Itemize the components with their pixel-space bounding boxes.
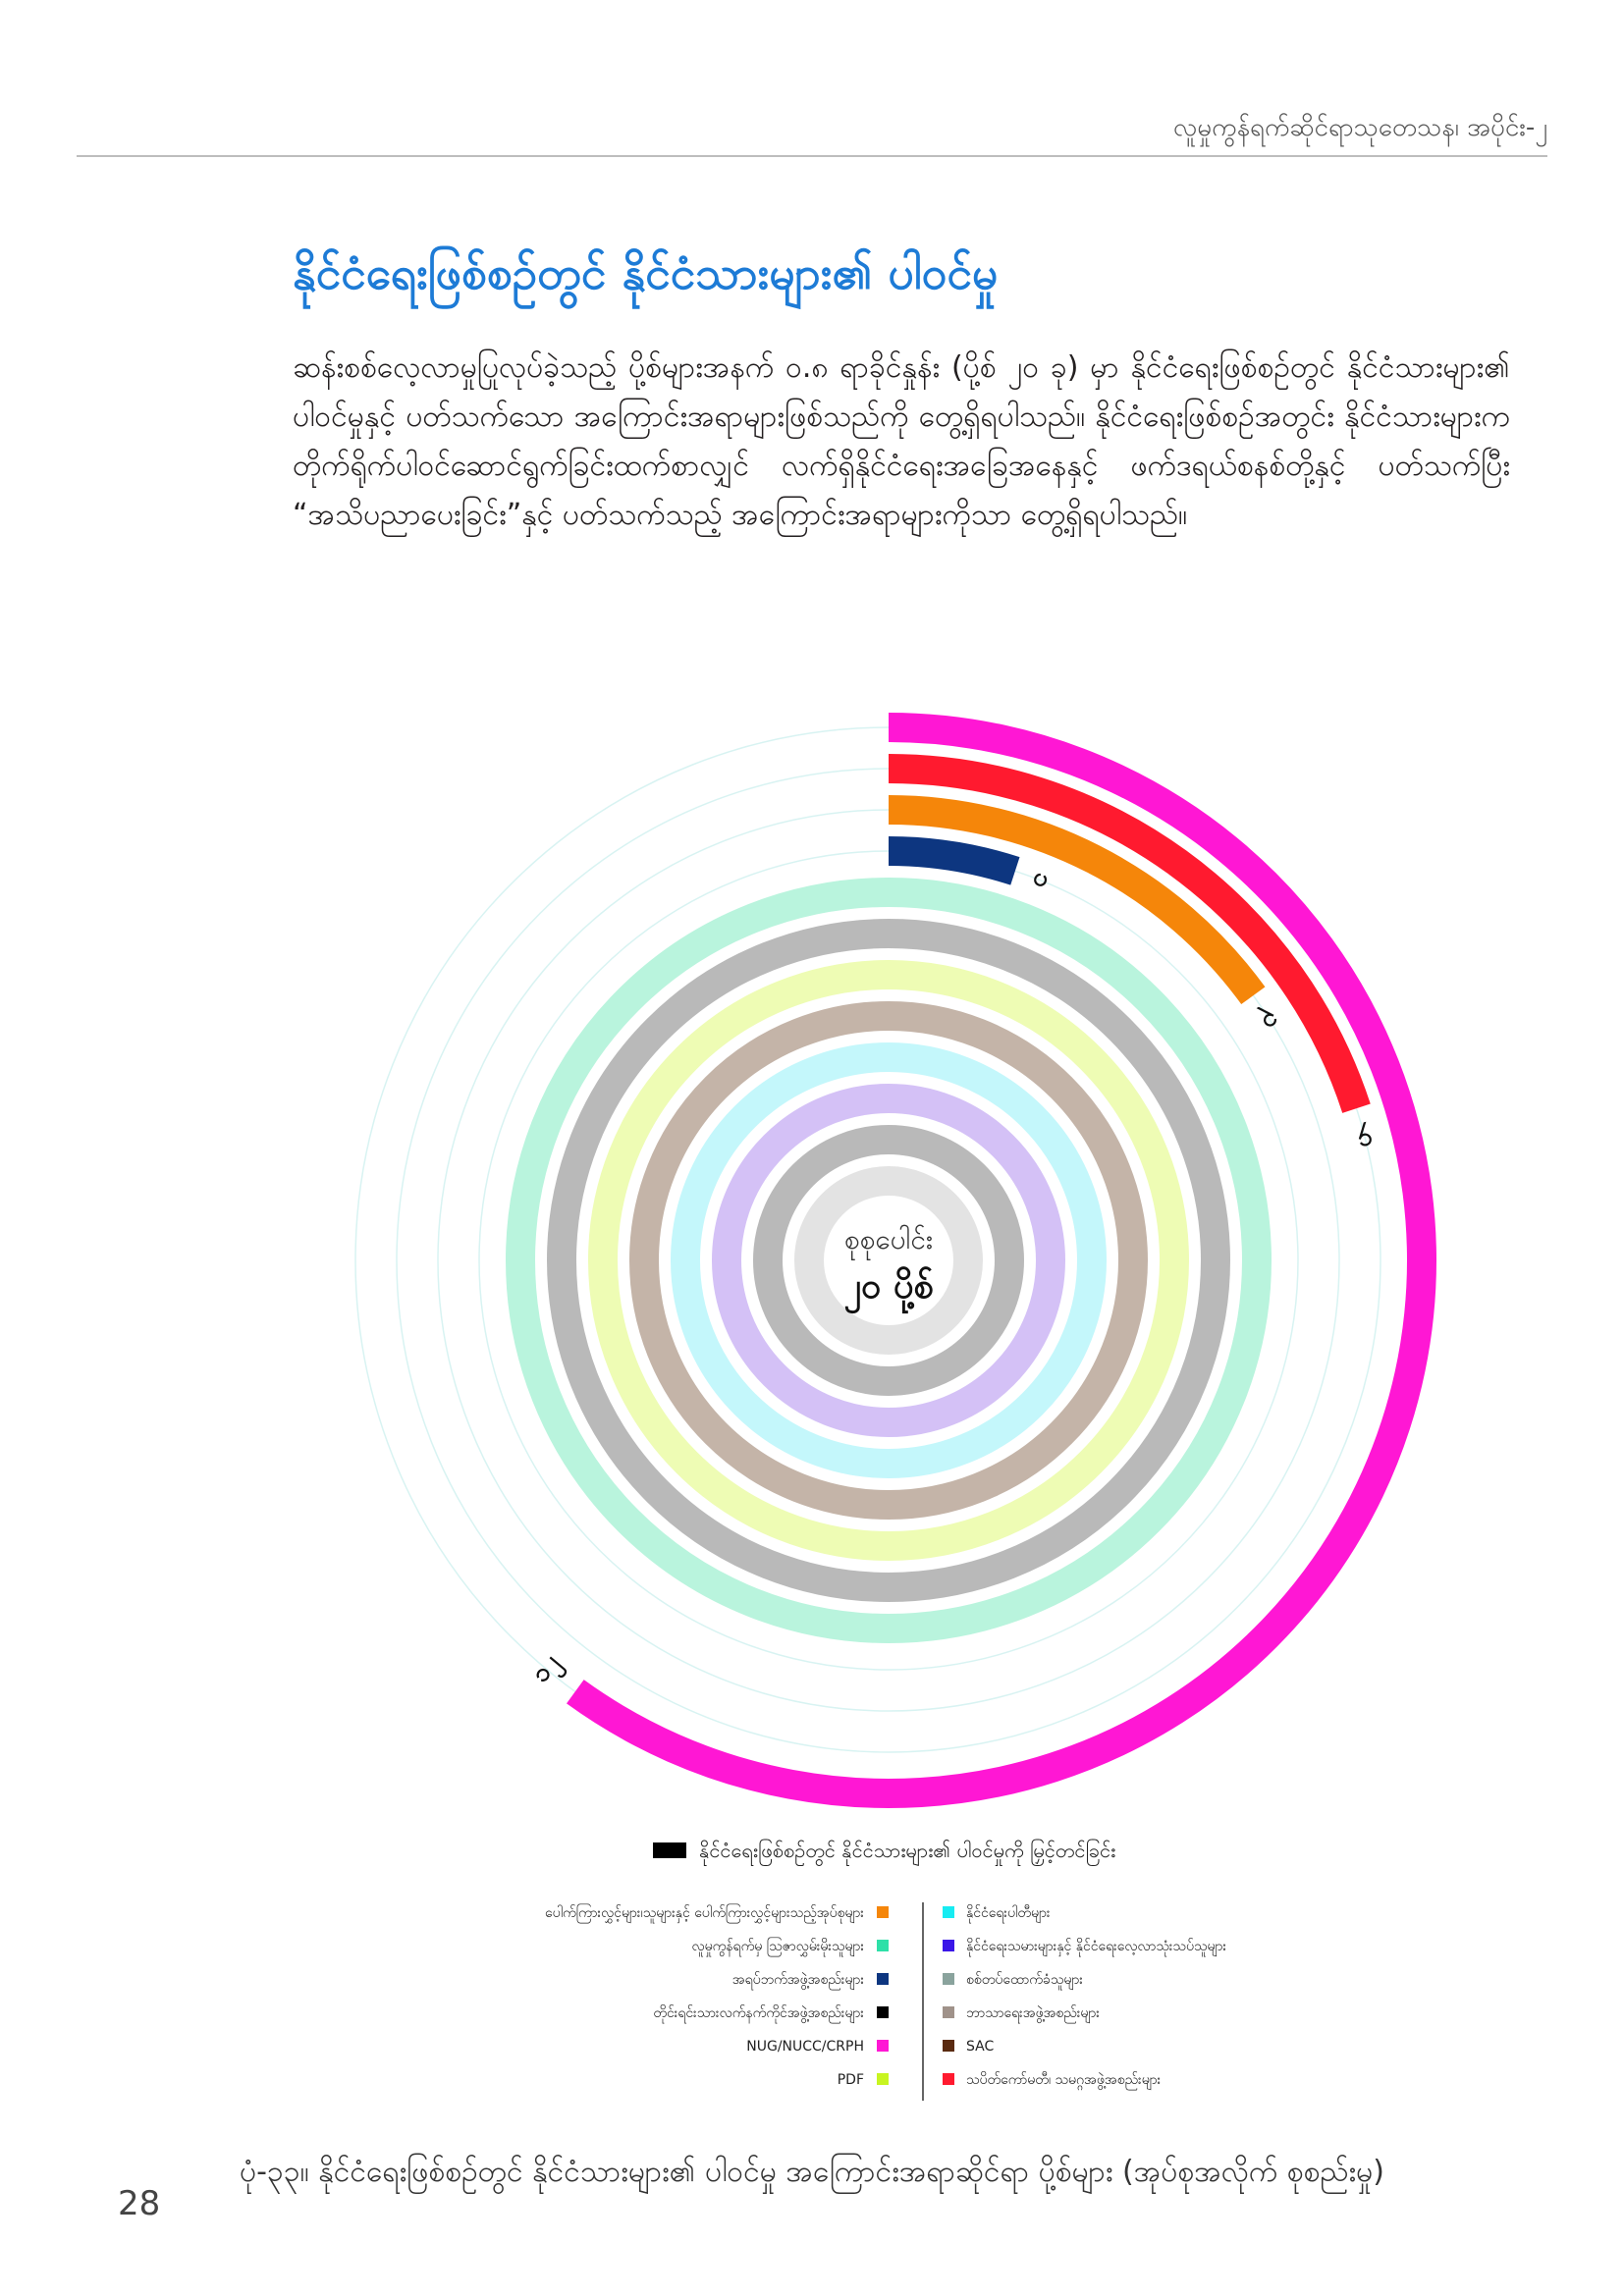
legend-item-label: နိုင်ငံရေးသမားများနှင့် နိုင်ငံရေးလေ့လာသုံးသပ်သူများ bbox=[966, 1939, 1227, 1954]
legend-item-label: SAC bbox=[966, 2039, 995, 2055]
legend-title: နိုင်ငံရေးဖြစ်စဉ်တွင် နိုင်ငံသားများ၏ ပါဝင်မှုကို မြှင့်တင်ခြင်း bbox=[699, 1839, 1116, 1862]
legend-swatch bbox=[877, 2006, 889, 2018]
center-total-label: စုစုပေါင်း bbox=[843, 1223, 934, 1255]
legend-swatch bbox=[877, 1973, 889, 1985]
legend-item-label: နိုင်ငံရေးပါတီများ bbox=[966, 1905, 1051, 1921]
ring-value-label: ၃ bbox=[1257, 1005, 1285, 1039]
legend-swatch bbox=[877, 1940, 889, 1951]
body-paragraph: ဆန်းစစ်လေ့လာမှုပြုလုပ်ခဲ့သည့် ပို့စ်များအနက် ၀.၈ ရာခိုင်နှုန်း (ပို့စ် ၂၀ ခု) မှာ နိုင်ငံရေးဖြစ်စဉ်တွင် နိုင်ငံသားများ၏ ပါဝင်မှုနှင့် ပတ်သက်သော အကြောင်းအရာများဖြစ်သည်ကို တွေ့ရှိရပါသည်။ နိုင်ငံရေးဖြစ်စဉ်အတွင်း နိုင်ငံသားများက တိုက်ရိုက်ပါဝင်ဆောင်ရွက်ခြင်းထက်စာလျှင် လက်ရှိနိုင်ငံရေးအခြေအနေနှင့် ဖက်ဒရယ်စနစ်တို့နှင့် ပတ်သက်ပြီး “အသိပညာပေးခြင်း”နှင့် ပတ်သက်သည့် အကြောင်းအရာများကိုသာ တွေ့ရှိရပါသည်။ bbox=[293, 350, 1510, 532]
legend-item-label: PDF bbox=[837, 2072, 864, 2088]
ring-value-label: ၄ bbox=[1355, 1125, 1377, 1158]
legend-item-label: အရပ်ဘက်အဖွဲ့အစည်းများ bbox=[731, 1972, 864, 1988]
ring-track bbox=[562, 934, 1216, 1587]
chart-legend bbox=[545, 1839, 1226, 2101]
legend-item-label: NUG/NUCC/CRPH bbox=[746, 2039, 864, 2055]
legend-item-label: ဘာသာရေးအဖွဲ့အစည်းများ bbox=[966, 2005, 1100, 2021]
legend-swatch bbox=[877, 2073, 889, 2085]
ring-value-label: ၁၂ bbox=[525, 1648, 566, 1688]
ring-track bbox=[809, 1181, 968, 1340]
legend-swatch bbox=[877, 2040, 889, 2052]
legend-swatch bbox=[877, 1906, 889, 1918]
legend-item-label: တိုင်းရင်းသားလက်နက်ကိုင်အဖွဲ့အစည်းများ bbox=[653, 2005, 864, 2021]
chart-tracks bbox=[520, 892, 1257, 1629]
legend-swatch bbox=[943, 2073, 954, 2085]
legend-item-label: သပိတ်ကော်မတီ၊ သမဂ္ဂအဖွဲ့အစည်းများ bbox=[966, 2072, 1162, 2088]
legend-swatch bbox=[943, 2006, 954, 2018]
ring-arc bbox=[889, 851, 1015, 871]
legend-swatch bbox=[943, 1906, 954, 1918]
legend-swatch bbox=[943, 2040, 954, 2052]
legend-item-label: စစ်တပ်ထောက်ခံသူများ bbox=[966, 1972, 1083, 1988]
legend-item-label: လူမှုကွန်ရက်မှ သြဇာလွှမ်းမိုးသူများ bbox=[691, 1939, 864, 1954]
running-header: လူမှုကွန်ရက်ဆိုင်ရာသုတေသန၊ အပိုင်း-၂ bbox=[1172, 113, 1547, 142]
center-total-value: ၂၀ ပို့စ် bbox=[843, 1266, 934, 1307]
ring-value-label: ၁ bbox=[1026, 869, 1059, 893]
legend-item-label: ပေါက်ကြားလွှင့်များ၊သူများနှင့် ပေါက်ကြားလွှင့်များသည့်အုပ်စုများ bbox=[545, 1905, 864, 1921]
legend-swatch bbox=[943, 1940, 954, 1951]
page-title: နိုင်ငံရေးဖြစ်စဉ်တွင် နိုင်ငံသားများ၏ ပါဝင်မှု bbox=[293, 246, 999, 299]
figure-caption: ပုံ-၃၃။ နိုင်ငံရေးဖြစ်စဉ်တွင် နိုင်ငံသားများ၏ ပါဝင်မှု အကြောင်းအရာဆိုင်ရာ ပို့စ်များ (အုပ်စုအလိုက် စုစည်းမှု) bbox=[239, 2155, 1385, 2189]
ring-track bbox=[685, 1057, 1092, 1464]
legend-swatch bbox=[943, 1973, 954, 1985]
legend-title-swatch bbox=[653, 1842, 686, 1858]
page-number: 28 bbox=[118, 2184, 161, 2223]
